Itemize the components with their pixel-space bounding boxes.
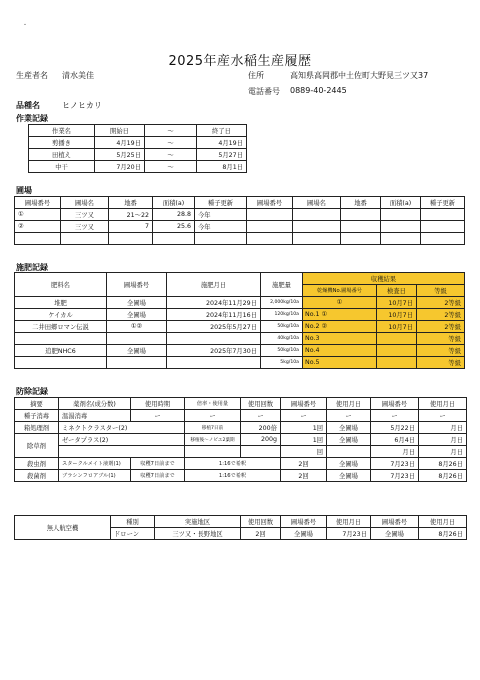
header-cell: 使用回数 xyxy=(241,398,281,410)
table-header xyxy=(29,125,247,137)
cell: ー xyxy=(131,410,185,422)
cell: 2024年11月29日 xyxy=(167,297,261,309)
cell: 2等級 xyxy=(417,309,465,321)
cell: No.3 xyxy=(303,333,377,345)
cell: 剪播き xyxy=(29,137,95,149)
cell: 120kg/10a xyxy=(261,309,303,321)
cell: 7月23日 xyxy=(327,528,371,540)
cell: 1回 xyxy=(281,422,327,434)
cell: 7月20日 xyxy=(95,161,145,173)
header-cell: 種子更新 xyxy=(195,197,247,209)
cell: 2回 xyxy=(241,528,281,540)
address-value: 高知県高岡郡中土佐町大野見三ツ又37 xyxy=(290,71,429,80)
cell: 7月23日 xyxy=(371,470,419,482)
table-header xyxy=(15,273,465,285)
cell xyxy=(341,221,381,233)
phone-value: 0889-40-2445 xyxy=(290,86,347,95)
header-cell: 使用時期 xyxy=(131,398,185,410)
cell: 5月25日 xyxy=(95,149,145,161)
header-cell: 圃場番号 xyxy=(15,197,61,209)
cell: 5月22日 xyxy=(371,422,419,434)
producer-label: 生産者名 xyxy=(16,71,48,80)
cell: 2回 xyxy=(281,470,327,482)
cell: 1回 xyxy=(281,434,327,446)
header-cell: 終了日 xyxy=(197,125,247,137)
cell: No.4 xyxy=(303,345,377,357)
table-row xyxy=(15,470,467,482)
variety-label: 品種名 xyxy=(16,101,40,110)
cell: 今年 xyxy=(195,221,247,233)
cell xyxy=(381,221,421,233)
header-cell: 倍率・使用量 xyxy=(185,398,241,410)
cell: ～ xyxy=(145,149,197,161)
cell: ー xyxy=(327,410,371,422)
cell: 2025年7月30日 xyxy=(167,345,261,357)
header-cell: 圃場番号 xyxy=(371,516,419,528)
header-cell: 肥料名 xyxy=(15,273,107,297)
table-row xyxy=(29,161,247,173)
address-label: 住所 xyxy=(248,71,264,80)
cell: ① xyxy=(15,209,61,221)
drone-table xyxy=(14,515,467,540)
cell: No.2 ② xyxy=(303,321,377,333)
cell: 2025年5月27日 xyxy=(167,321,261,333)
cell: 50kg/10a xyxy=(261,345,303,357)
fert-table xyxy=(14,272,465,369)
table-header xyxy=(15,516,467,528)
cell: 10月7日 xyxy=(377,321,417,333)
cell xyxy=(107,333,167,345)
cell xyxy=(167,357,261,369)
cell: 二井田郷ロマン伝説 xyxy=(15,321,107,333)
table-header xyxy=(15,398,467,410)
cell: 全圃場 xyxy=(371,528,419,540)
header-cell: 面積(a) xyxy=(153,197,195,209)
cell: 7 xyxy=(109,221,153,233)
harvest-heading: 収穫結果 xyxy=(303,273,465,285)
cell: 月日 xyxy=(419,434,467,446)
header-cell: 摘要 xyxy=(15,398,59,410)
pest-heading: 防除記録 xyxy=(16,387,48,396)
cell xyxy=(293,221,341,233)
table-row xyxy=(15,333,465,345)
phone-label: 電話番号 xyxy=(248,87,280,96)
cell xyxy=(167,333,261,345)
cell: 全圃場 xyxy=(107,297,167,309)
cell: 今年 xyxy=(195,209,247,221)
cell: 堆肥 xyxy=(15,297,107,309)
header-cell: 圃場番号 xyxy=(371,398,419,410)
cell: ゼータプラス(2) xyxy=(59,434,185,446)
cell: 28.8 xyxy=(153,209,195,221)
header-cell: 等級 xyxy=(417,285,465,297)
table-row xyxy=(29,137,247,149)
cell: 5月27日 xyxy=(197,149,247,161)
cell: 箱処理剤 xyxy=(15,422,59,434)
cell xyxy=(15,357,107,369)
cell: 回 xyxy=(281,446,327,458)
cell: 殺虫剤 xyxy=(15,458,59,470)
cell: 等級 xyxy=(417,357,465,369)
table-row xyxy=(15,434,467,446)
cell: 月日 xyxy=(371,446,419,458)
header-cell: 使用月日 xyxy=(327,398,371,410)
cell: 5kg/10a xyxy=(261,357,303,369)
cell: 収穫7日前まで xyxy=(131,470,185,482)
cell: ー xyxy=(419,410,467,422)
table-row xyxy=(15,233,465,245)
drone-label: 無人航空機 xyxy=(15,516,111,540)
table-row xyxy=(15,309,465,321)
cell: No.5 xyxy=(303,357,377,369)
cell xyxy=(15,333,107,345)
table-row xyxy=(15,345,465,357)
cell xyxy=(377,345,417,357)
cell: 全圃場 xyxy=(327,470,371,482)
cell: 6月4日 xyxy=(371,434,419,446)
table-row xyxy=(15,209,465,221)
table-header xyxy=(15,197,465,209)
cell: 8月26日 xyxy=(419,458,467,470)
cell: 移植7日前 xyxy=(185,422,241,434)
cell: 8月26日 xyxy=(419,528,467,540)
cell: 1:16で希釈 xyxy=(185,470,281,482)
header-cell: 使用回数 xyxy=(241,516,281,528)
header-cell: 種別 xyxy=(111,516,155,528)
cell: ー xyxy=(241,410,281,422)
cell: スタークルメイト液剤(1) xyxy=(59,458,131,470)
cell: 全圃場 xyxy=(107,309,167,321)
header-cell: 地番 xyxy=(341,197,381,209)
cell: 殺菌剤 xyxy=(15,470,59,482)
cell: 4月19日 xyxy=(95,137,145,149)
field-table xyxy=(14,196,465,245)
cell: 三ツ又 xyxy=(61,209,109,221)
table-row xyxy=(15,221,465,233)
cell: 月日 xyxy=(419,422,467,434)
cell: ブラシンフロアブル(1) xyxy=(59,470,131,482)
cell: ①② xyxy=(107,321,167,333)
header-cell: 薬剤名(成分数) xyxy=(59,398,131,410)
cell: 2等級 xyxy=(417,321,465,333)
cell: 2024年11月16日 xyxy=(167,309,261,321)
cell xyxy=(377,357,417,369)
cell: 50kg/10a xyxy=(261,321,303,333)
cell xyxy=(421,221,465,233)
cell xyxy=(381,209,421,221)
cell: 田植え xyxy=(29,149,95,161)
header-cell: 面積(a) xyxy=(381,197,421,209)
cell: 全圃場 xyxy=(327,422,371,434)
header-cell: 使用月日 xyxy=(419,516,467,528)
fert-heading: 施肥記録 xyxy=(16,263,48,272)
cell: ～ xyxy=(145,161,197,173)
cell xyxy=(247,209,293,221)
header-cell: 圃場番号 xyxy=(107,273,167,297)
table-row xyxy=(15,357,465,369)
cell: 40kg/10a xyxy=(261,333,303,345)
table-row xyxy=(15,422,467,434)
cell xyxy=(107,357,167,369)
cell: 全圃場 xyxy=(327,458,371,470)
header-cell: 施肥月日 xyxy=(167,273,261,297)
cell: 中干 xyxy=(29,161,95,173)
cell: 除草剤 xyxy=(15,434,59,458)
cell: 200倍 xyxy=(241,422,281,434)
header-cell: 作業名 xyxy=(29,125,95,137)
pest-table xyxy=(14,397,467,482)
cell: 全圃場 xyxy=(327,434,371,446)
cell: 三ツ又・長野地区 xyxy=(155,528,241,540)
page-title: 2025年産水稲生産履歴 xyxy=(168,54,312,69)
cell xyxy=(421,209,465,221)
field-heading: 圃場 xyxy=(16,186,32,195)
cell: ドローン xyxy=(111,528,155,540)
cell: 全圃場 xyxy=(281,528,327,540)
cell: 10月7日 xyxy=(377,309,417,321)
header-cell: ～ xyxy=(145,125,197,137)
header-cell: 地番 xyxy=(109,197,153,209)
cell xyxy=(341,209,381,221)
cell: No.1 ① xyxy=(303,309,377,321)
cell: 種子消毒 xyxy=(15,410,59,422)
cell: ー xyxy=(371,410,419,422)
table-row xyxy=(15,458,467,470)
cell: 収穫7日前まで xyxy=(131,458,185,470)
table-row xyxy=(15,410,467,422)
header-cell: 圃場番号 xyxy=(247,197,293,209)
cell: ② xyxy=(15,221,61,233)
cell: 4月19日 xyxy=(197,137,247,149)
cell: 移植後～ノビエ2葉期 xyxy=(185,434,241,446)
header-cell: 開始日 xyxy=(95,125,145,137)
cell: 21～22 xyxy=(109,209,153,221)
table-row xyxy=(15,321,465,333)
cell: 2回 xyxy=(281,458,327,470)
header-cell: 使用月日 xyxy=(327,516,371,528)
cell: ー xyxy=(185,410,241,422)
header-cell: 種子更新 xyxy=(421,197,465,209)
cell: 2,000kg/10a xyxy=(261,297,303,309)
cell: ー xyxy=(281,410,327,422)
cell: ～ xyxy=(145,137,197,149)
cell xyxy=(247,221,293,233)
cell: 全圃場 xyxy=(107,345,167,357)
header-cell: 実施地区 xyxy=(155,516,241,528)
cell: ケイカル xyxy=(15,309,107,321)
header-cell: 圃場名 xyxy=(293,197,341,209)
cell: 7月23日 xyxy=(371,458,419,470)
table-row xyxy=(15,446,467,458)
variety-value: ヒノヒカリ xyxy=(62,101,102,110)
cell xyxy=(377,333,417,345)
table-row xyxy=(29,149,247,161)
cell: ミネクトクラスター(2) xyxy=(59,422,185,434)
cell: 2等級 xyxy=(417,297,465,309)
header-cell: 施肥量 xyxy=(261,273,303,297)
cell: 8月26日 xyxy=(419,470,467,482)
scan-mark: ・ xyxy=(22,22,29,29)
cell: ① xyxy=(303,297,377,309)
producer-name: 清水美佳 xyxy=(62,71,94,80)
table-row xyxy=(15,297,465,309)
cell: 等級 xyxy=(417,345,465,357)
cell: 追肥NHC6 xyxy=(15,345,107,357)
cell: 月日 xyxy=(419,446,467,458)
cell xyxy=(293,209,341,221)
cell: 25.6 xyxy=(153,221,195,233)
cell: 等級 xyxy=(417,333,465,345)
cell: 10月7日 xyxy=(377,297,417,309)
cell: 8月1日 xyxy=(197,161,247,173)
cell: 三ツ又 xyxy=(61,221,109,233)
header-cell: 乾燥機No.圃場番号 xyxy=(303,285,377,297)
cell: 1:16で希釈 xyxy=(185,458,281,470)
work-heading: 作業記録 xyxy=(16,114,48,123)
header-cell: 圃場番号 xyxy=(281,516,327,528)
cell: 温湯消毒 xyxy=(59,410,131,422)
header-cell: 検査日 xyxy=(377,285,417,297)
header-cell: 圃場番号 xyxy=(281,398,327,410)
header-cell: 使用月日 xyxy=(419,398,467,410)
header-cell: 圃場名 xyxy=(61,197,109,209)
work-table xyxy=(28,124,247,173)
cell: 200g xyxy=(241,434,281,446)
